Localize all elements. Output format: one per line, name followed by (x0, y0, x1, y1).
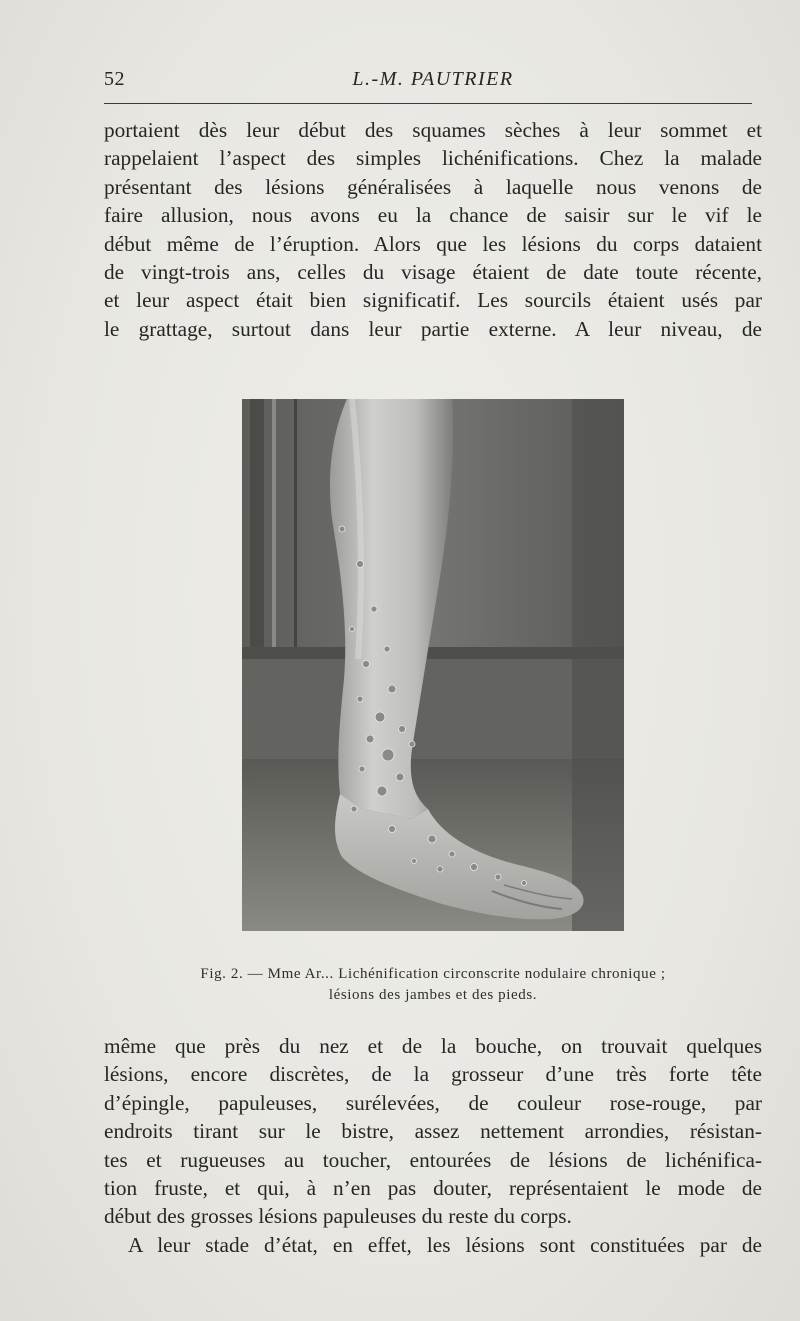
text-line: endroits tirant sur le bistre, assez nettement arrondies, résistan- (104, 1119, 762, 1144)
text-line: tion fruste, et qui, à n’en pas douter, représentaient le mode de (104, 1176, 762, 1201)
running-title: L.-M. PAUTRIER (352, 68, 514, 90)
paragraph-start-line: A leur stade d’état, en effet, les lésions sont constituées par de (128, 1232, 762, 1257)
text-line: présentant des lésions généralisées à laquelle nous venons de (104, 174, 762, 199)
text-line: portaient dès leur début des squames sèches à leur sommet et (104, 118, 762, 142)
paragraph-top (104, 116, 762, 343)
page-header (104, 68, 762, 98)
text-line: rappelaient l’aspect des simples lichénifications. Chez la malade (104, 146, 762, 171)
text-line: le grattage, surtout dans leur partie externe. A leur niveau, de (104, 316, 762, 341)
paragraph-bottom (104, 1032, 762, 1259)
caption-line: lésions des jambes et des pieds. (328, 987, 538, 1003)
leg-photo-illustration (242, 399, 624, 931)
caption-line: Fig. 2. — Mme Ar... Lichénification circonscrite nodulaire chronique ; (200, 966, 666, 982)
text-line: d’épingle, papuleuses, surélevées, de couleur rose-rouge, par (104, 1090, 762, 1115)
text-line: lésions, encore discrètes, de la grosseur d’une très forte tête (104, 1062, 762, 1087)
text-line: tes et rugueuses au toucher, entourées de lésions de lichénifica- (104, 1147, 762, 1172)
text-line: de vingt-trois ans, celles du visage étaient de date toute récente, (104, 260, 762, 285)
header-rule (104, 103, 752, 104)
text-line: même que près du nez et de la bouche, on trouvait quelques (104, 1034, 762, 1058)
text-line: et leur aspect était bien significatif. Les sourcils étaient usés par (104, 288, 762, 313)
page-number: 52 (104, 68, 125, 90)
text-line: faire allusion, nous avons eu la chance de saisir sur le vif le (104, 203, 762, 228)
figure-caption (104, 964, 762, 1006)
text-line: début des grosses lésions papuleuses du reste du corps. (104, 1204, 572, 1229)
figure-photograph (242, 399, 624, 931)
text-line: début même de l’éruption. Alors que les lésions du corps dataient (104, 231, 762, 256)
